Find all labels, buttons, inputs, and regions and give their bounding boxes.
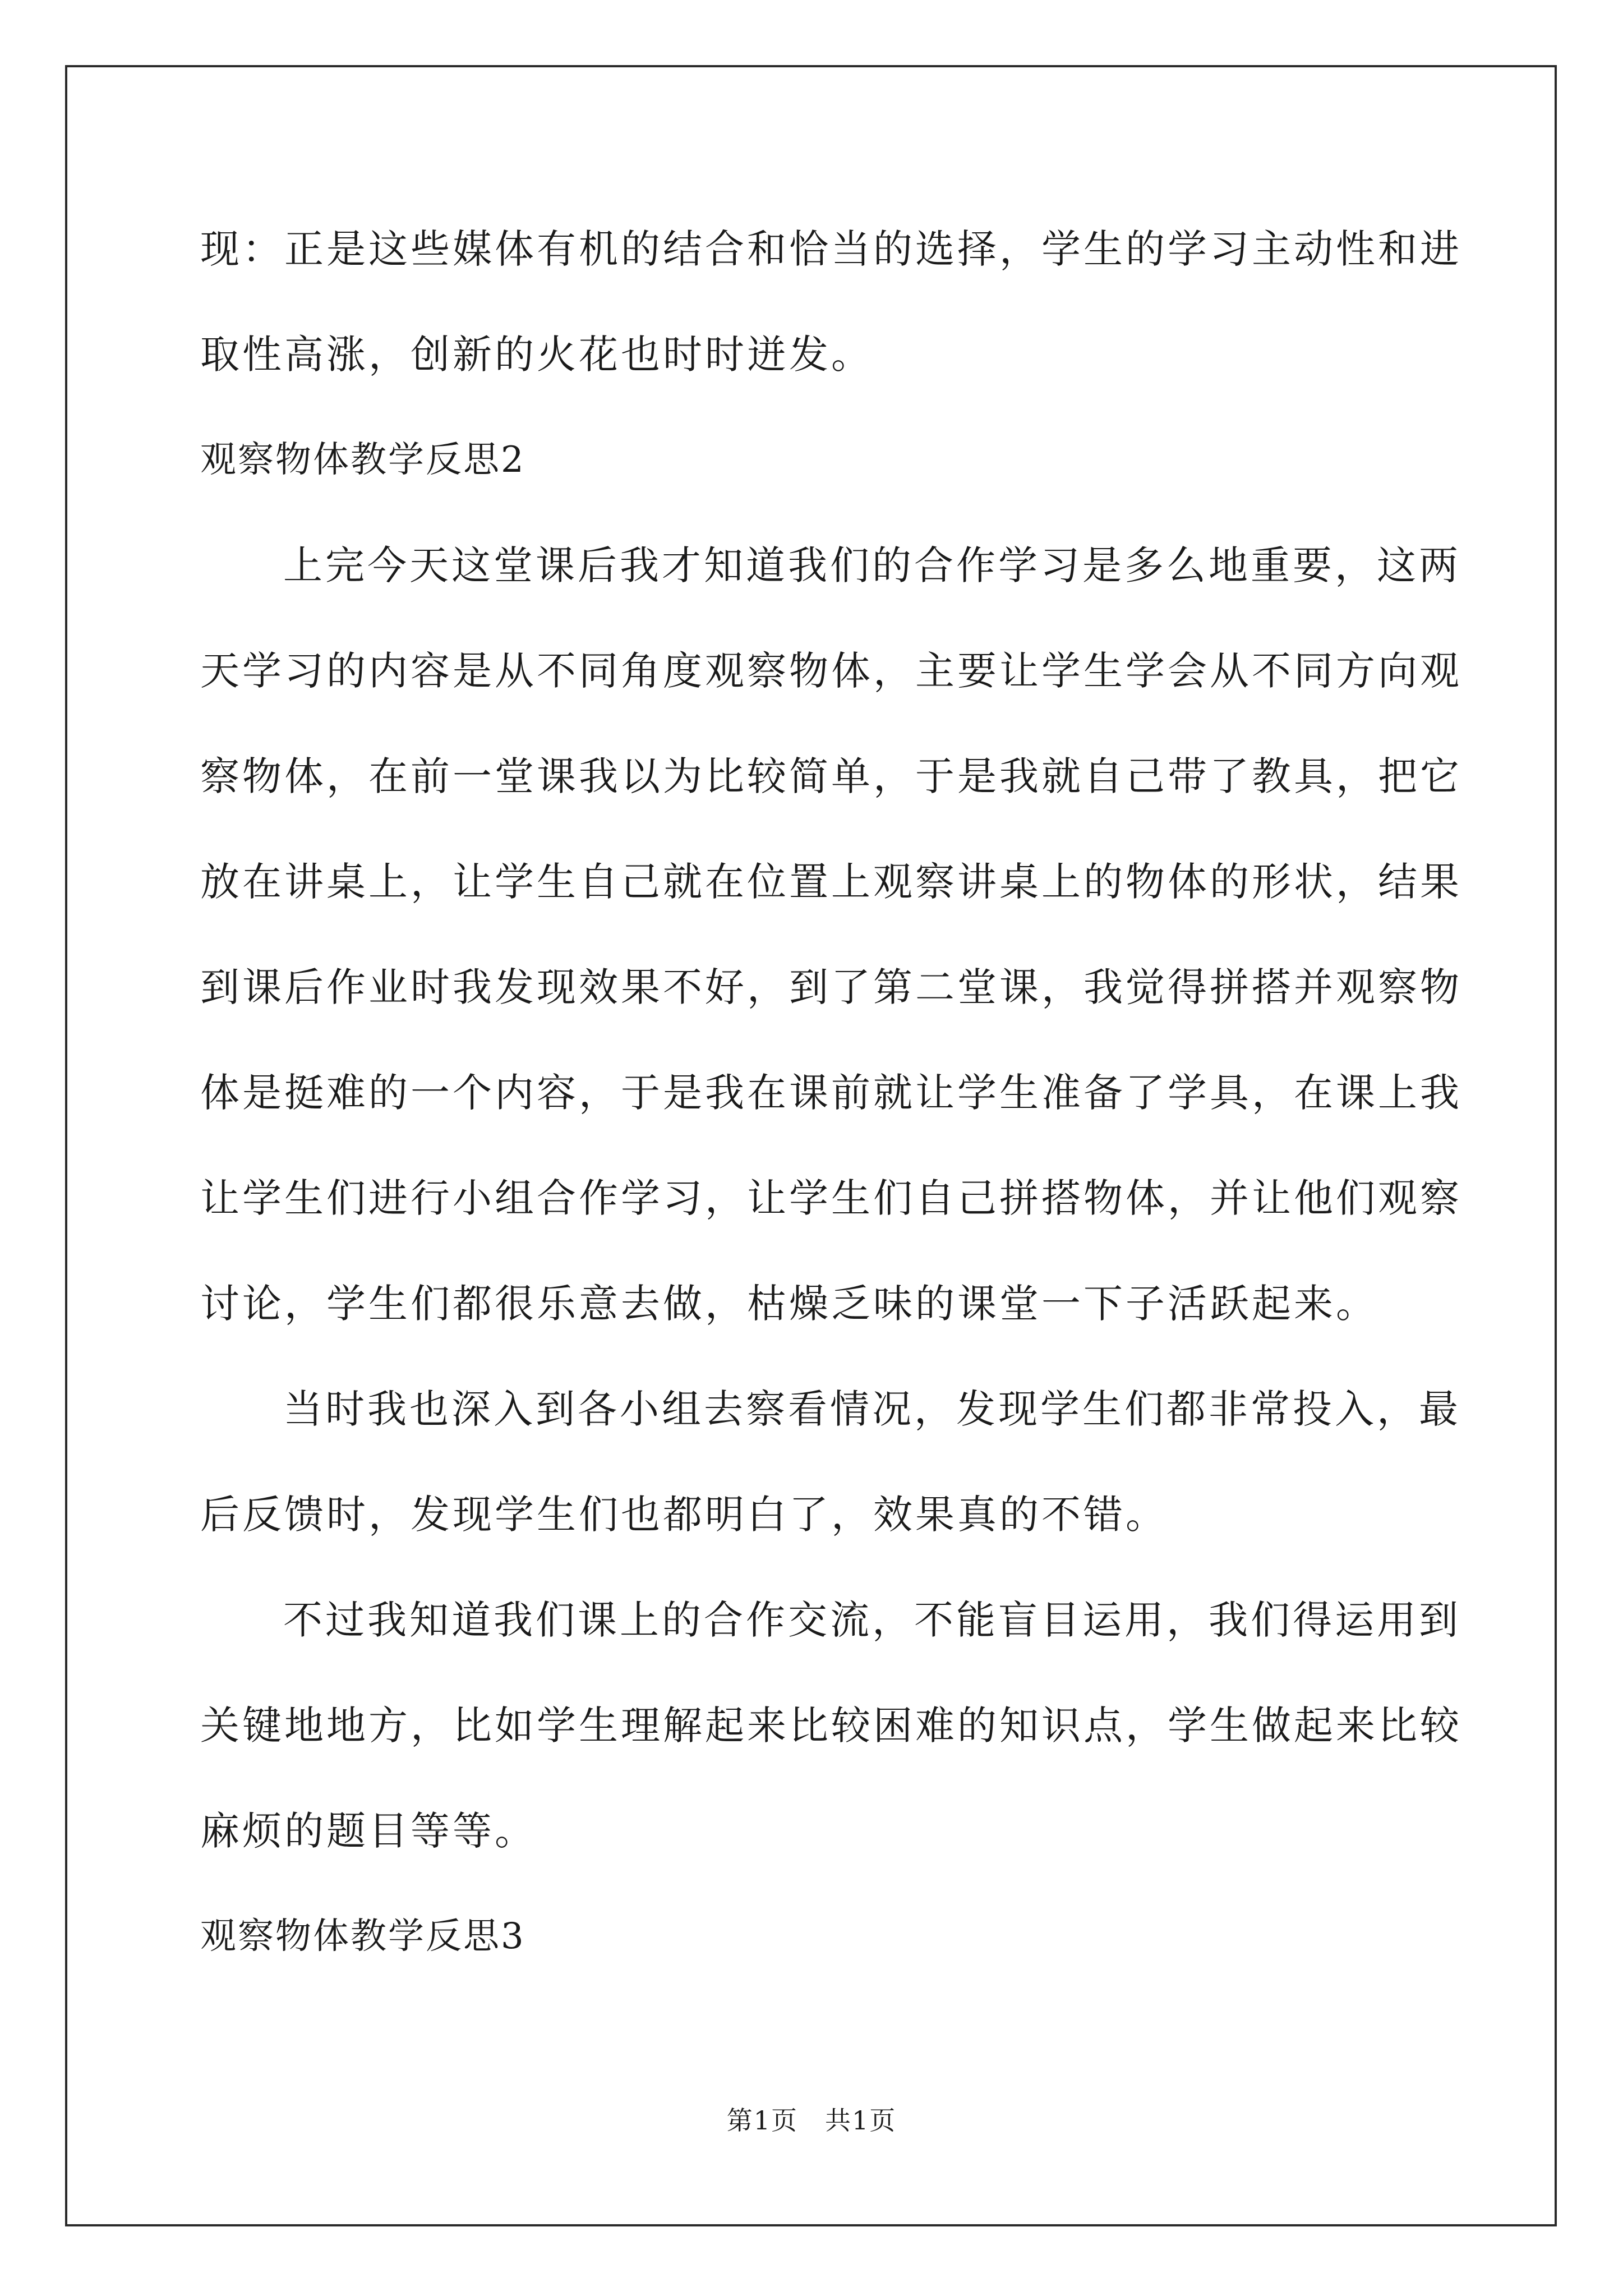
paragraph-line: 上完今天这堂课后我才知道我们的合作学习是多么地重要，这两 (283, 542, 1461, 588)
paragraph-line: 讨论，学生们都很乐意去做，枯燥乏味的课堂一下子活跃起来。 (200, 1281, 1378, 1327)
paragraph-line: 体是挺难的一个内容，于是我在课前就让学生准备了学具，在课上我 (200, 1070, 1462, 1116)
paragraph-line: 麻烦的题目等等。 (200, 1808, 537, 1854)
paragraph-line: 不过我知道我们课上的合作交流，不能盲目运用，我们得运用到 (283, 1597, 1461, 1643)
paragraph-line: 取性高涨，创新的火花也时时迸发。 (200, 332, 873, 378)
paragraph-line: 察物体，在前一堂课我以为比较简单，于是我就自己带了教具，把它 (200, 753, 1462, 799)
paragraph-line: 天学习的内容是从不同角度观察物体，主要让学生学会从不同方向观 (200, 648, 1462, 694)
paragraph-line: 放在讲桌上，让学生自己就在位置上观察讲桌上的物体的形状，结果 (200, 859, 1462, 905)
paragraph-line: 关键地地方，比如学生理解起来比较困难的知识点，学生做起来比较 (200, 1703, 1462, 1749)
paragraph-line: 到课后作业时我发现效果不好，到了第二堂课，我觉得拼搭并观察物 (200, 964, 1462, 1010)
paragraph-line: 让学生们进行小组合作学习，让学生们自己拼搭物体，并让他们观察 (200, 1175, 1462, 1221)
section-heading: 观察物体教学反思3 (200, 1916, 525, 1957)
paragraph-line: 当时我也深入到各小组去察看情况，发现学生们都非常投入，最 (283, 1386, 1461, 1432)
document-body (200, 196, 1462, 1989)
paragraph-line: 现：正是这些媒体有机的结合和恰当的选择，学生的学习主动性和进 (200, 226, 1462, 272)
page-number-footer: 第1页 共1页 (726, 2105, 897, 2136)
paragraph-line: 后反馈时，发现学生们也都明白了，效果真的不错。 (200, 1492, 1168, 1538)
section-heading: 观察物体教学反思2 (200, 439, 525, 481)
